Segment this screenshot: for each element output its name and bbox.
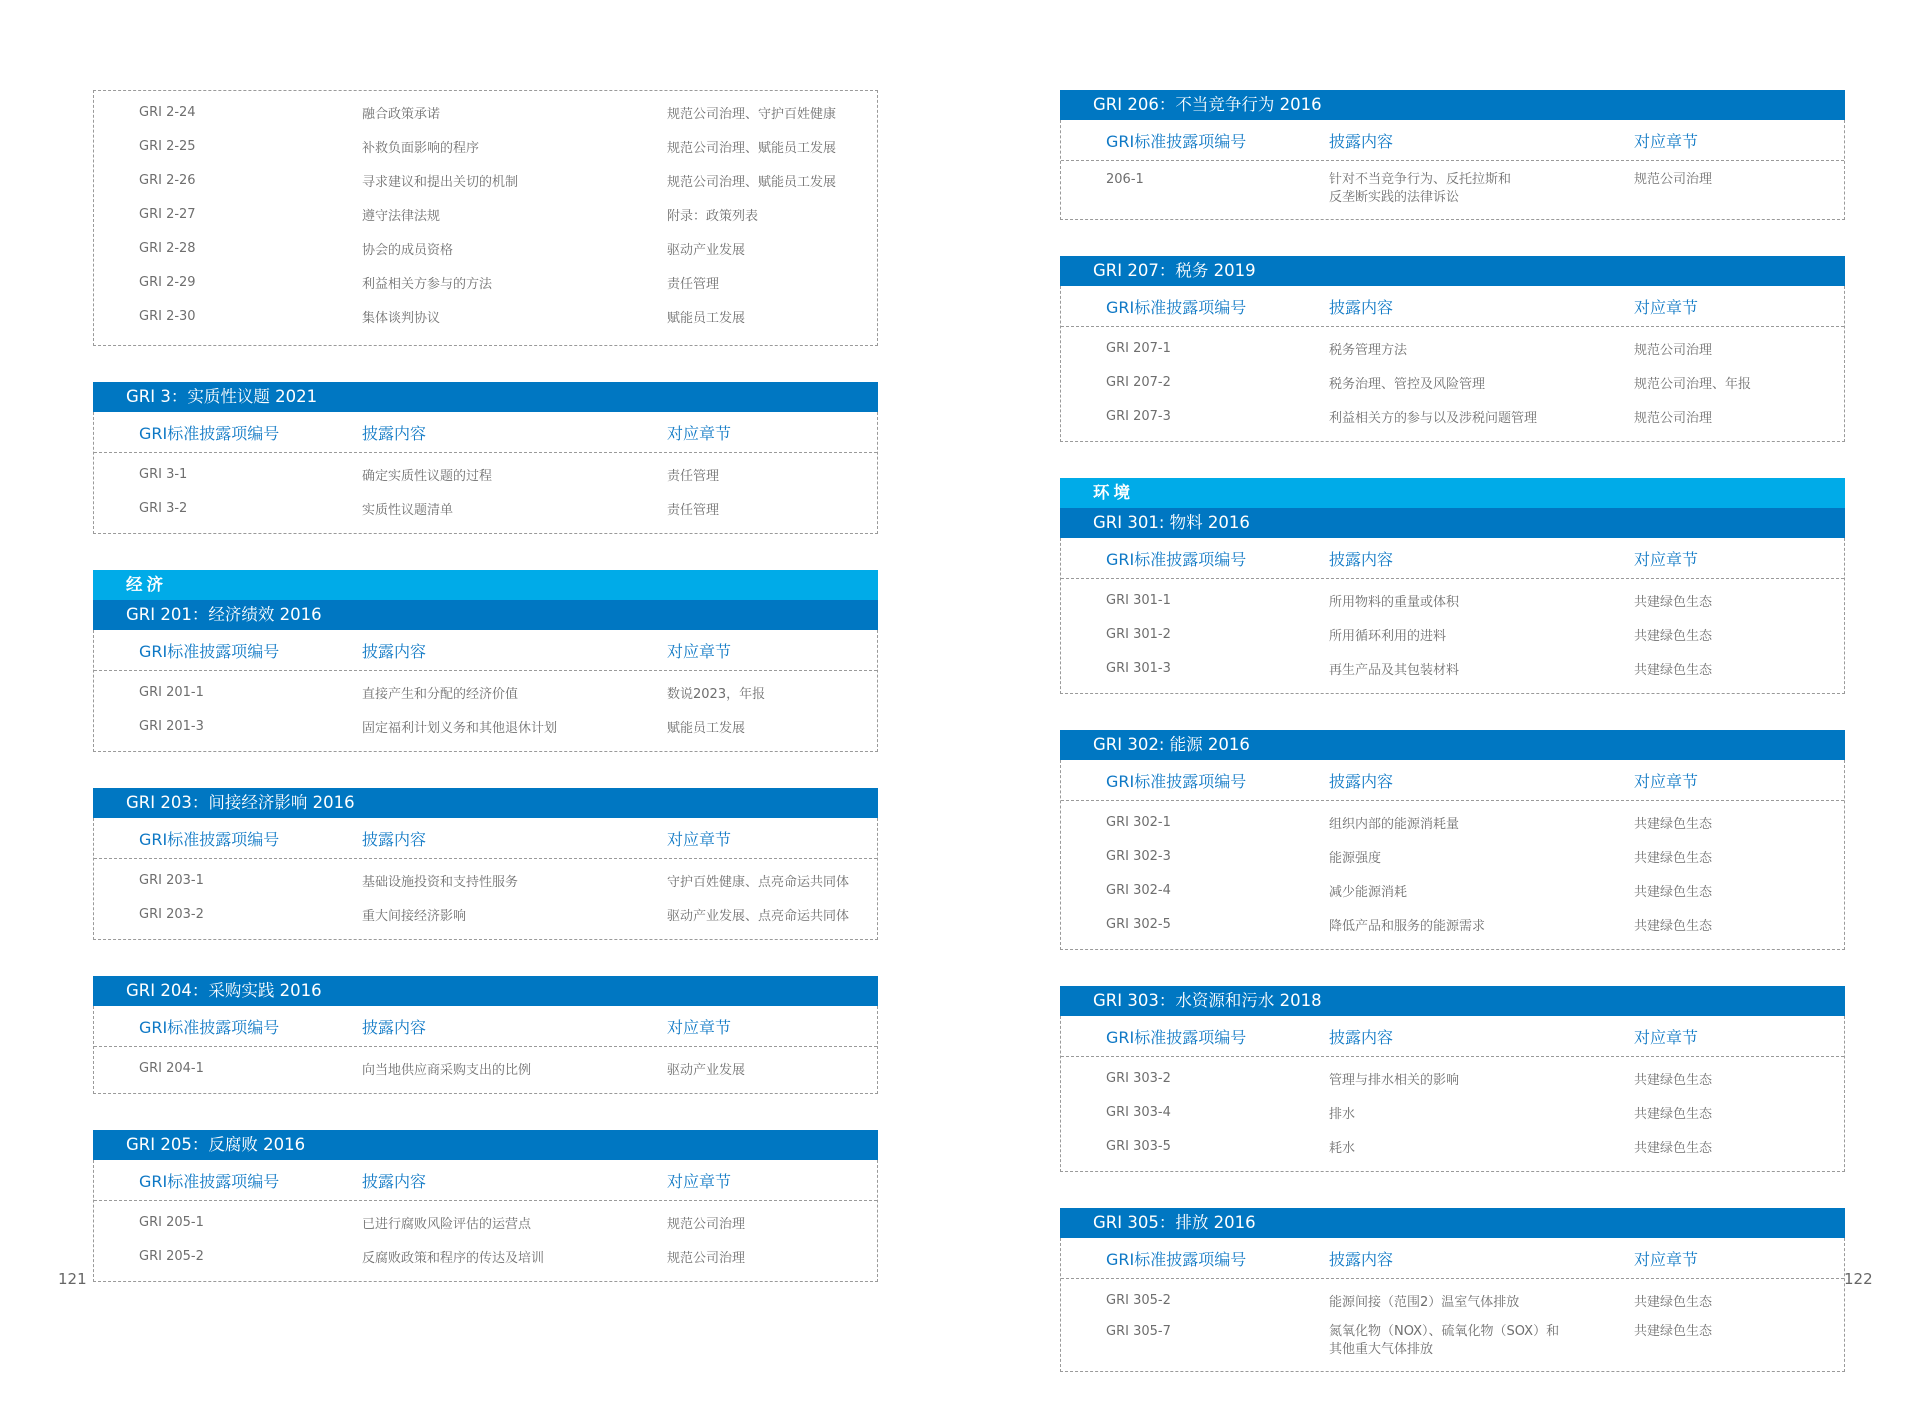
disclosure-content: 重大间接经济影响 [362, 908, 467, 924]
header-content: 披露内容 [1329, 771, 1394, 791]
disclosure-content: 排水 [1329, 1106, 1356, 1122]
disclosure-code: 206-1 [1106, 172, 1144, 187]
table-header [1061, 120, 1844, 161]
report-chapter: 赋能员工发展 [667, 720, 746, 736]
table-row [94, 1239, 877, 1273]
disclosure-content: 管理与排水相关的影响 [1329, 1072, 1460, 1088]
disclosure-content: 所用物料的重量或体积 [1329, 594, 1460, 610]
header-content: 披露内容 [362, 829, 427, 849]
disclosure-content: 协会的成员资格 [362, 242, 454, 258]
gri302-block [1060, 730, 1845, 950]
disclosure-content: 向当地供应商采购支出的比例 [362, 1062, 532, 1078]
header-content: 披露内容 [362, 641, 427, 661]
section-title: GRI 204：采购实践 2016 [93, 976, 878, 1006]
table-row [94, 129, 877, 163]
gri203-block [93, 788, 878, 940]
gri204-table [93, 1006, 878, 1094]
table-row [94, 265, 877, 299]
report-chapter: 共建绿色生态 [1634, 1140, 1713, 1156]
disclosure-code: GRI 207-2 [1106, 374, 1171, 390]
report-chapter: 规范公司治理 [1634, 410, 1713, 426]
section-title: GRI 302: 能源 2016 [1060, 730, 1845, 760]
gri3-table [93, 412, 878, 534]
disclosure-code: GRI 2-29 [139, 274, 196, 290]
table-row [1061, 839, 1844, 873]
report-chapter: 附录：政策列表 [667, 208, 759, 224]
header-code: GRI标准披露项编号 [139, 423, 280, 443]
table-row [1061, 651, 1844, 685]
gri203-table [93, 818, 878, 940]
disclosure-code: GRI 201-1 [139, 684, 204, 700]
header-content: 披露内容 [1329, 297, 1394, 317]
disclosure-code: GRI 2-25 [139, 138, 196, 154]
table-row [94, 299, 877, 333]
table-row [94, 863, 877, 897]
left-column [93, 90, 878, 1318]
disclosure-content: 已进行腐败风险评估的运营点 [362, 1216, 532, 1232]
disclosure-code: GRI 203-1 [139, 872, 204, 888]
gri205-table [93, 1160, 878, 1282]
table-row [94, 457, 877, 491]
report-chapter: 共建绿色生态 [1634, 1294, 1713, 1310]
table-row [1061, 165, 1844, 211]
header-content: 披露内容 [1329, 1249, 1394, 1269]
disclosure-code: GRI 205-1 [139, 1214, 204, 1230]
table-row [1061, 873, 1844, 907]
table-row [94, 197, 877, 231]
header-code: GRI标准披露项编号 [1106, 1027, 1247, 1047]
section-title: GRI 301: 物料 2016 [1060, 508, 1845, 538]
table-row [1061, 365, 1844, 399]
disclosure-content: 补救负面影响的程序 [362, 140, 480, 156]
report-chapter: 责任管理 [667, 468, 720, 484]
gri207-table [1060, 286, 1845, 442]
table-row [1061, 805, 1844, 839]
header-content: 披露内容 [362, 423, 427, 443]
disclosure-code: GRI 303-4 [1106, 1104, 1171, 1120]
header-code: GRI标准披露项编号 [139, 641, 280, 661]
report-chapter: 规范公司治理 [667, 1250, 746, 1266]
gri207-block [1060, 256, 1845, 442]
report-chapter: 赋能员工发展 [667, 310, 746, 326]
header-content: 披露内容 [1329, 549, 1394, 569]
table-row [1061, 1095, 1844, 1129]
disclosure-content: 能源间接（范围2）温室气体排放 [1329, 1294, 1520, 1310]
header-code: GRI标准披露项编号 [139, 829, 280, 849]
disclosure-code: GRI 205-2 [139, 1248, 204, 1264]
disclosure-content: 税务管理方法 [1329, 342, 1408, 358]
header-chapter: 对应章节 [667, 1017, 732, 1037]
report-chapter: 共建绿色生态 [1634, 1324, 1713, 1339]
gri301-block [1060, 478, 1845, 694]
gri205-block [93, 1130, 878, 1282]
table-row [1061, 399, 1844, 433]
report-chapter: 守护百姓健康、点亮命运共同体 [667, 874, 850, 890]
table-row [1061, 1283, 1844, 1317]
table-header [94, 1160, 877, 1201]
report-chapter: 共建绿色生态 [1634, 594, 1713, 610]
disclosure-content: 税务治理、管控及风险管理 [1329, 376, 1486, 392]
header-content: 披露内容 [1329, 1027, 1394, 1047]
disclosure-code: GRI 204-1 [139, 1060, 204, 1076]
disclosure-content: 减少能源消耗 [1329, 884, 1408, 900]
disclosure-code: GRI 2-30 [139, 308, 196, 324]
header-chapter: 对应章节 [667, 423, 732, 443]
disclosure-code: GRI 2-28 [139, 240, 196, 256]
disclosure-code: GRI 3-2 [139, 500, 188, 516]
disclosure-content: 所用循环利用的进料 [1329, 628, 1447, 644]
report-chapter: 共建绿色生态 [1634, 1106, 1713, 1122]
disclosure-content: 耗水 [1329, 1140, 1356, 1156]
disclosure-code: GRI 3-1 [139, 466, 188, 482]
section-title: GRI 201：经济绩效 2016 [93, 600, 878, 630]
disclosure-code: GRI 303-2 [1106, 1070, 1171, 1086]
report-chapter: 共建绿色生态 [1634, 884, 1713, 900]
disclosure-content: 遵守法律法规 [362, 208, 441, 224]
disclosure-code: GRI 305-7 [1106, 1324, 1171, 1339]
header-code: GRI标准披露项编号 [1106, 131, 1247, 151]
header-code: GRI标准披露项编号 [1106, 1249, 1247, 1269]
table-row [94, 95, 877, 129]
disclosure-content: 能源强度 [1329, 850, 1382, 866]
section-title: GRI 203：间接经济影响 2016 [93, 788, 878, 818]
table-row [94, 491, 877, 525]
table-row [1061, 617, 1844, 651]
disclosure-content: 再生产品及其包装材料 [1329, 662, 1460, 678]
table-row [94, 1205, 877, 1239]
report-chapter: 规范公司治理 [1634, 172, 1713, 187]
disclosure-code: GRI 2-26 [139, 172, 196, 188]
gri206-table [1060, 120, 1845, 220]
disclosure-content: 反腐败政策和程序的传达及培训 [362, 1250, 545, 1266]
gri301-table [1060, 538, 1845, 694]
header-code: GRI标准披露项编号 [139, 1171, 280, 1191]
gri2-table [93, 90, 878, 346]
report-chapter: 规范公司治理 [1634, 342, 1713, 358]
disclosure-content: 针对不当竞争行为、反托拉斯和 反垄断实践的法律诉讼 [1329, 172, 1512, 205]
disclosure-code: GRI 203-2 [139, 906, 204, 922]
disclosure-code: GRI 201-3 [139, 718, 204, 734]
table-row [94, 897, 877, 931]
header-code: GRI标准披露项编号 [139, 1017, 280, 1037]
disclosure-code: GRI 207-1 [1106, 340, 1171, 356]
header-content: 披露内容 [362, 1017, 427, 1037]
gri206-block [1060, 90, 1845, 220]
section-title: GRI 207：税务 2019 [1060, 256, 1845, 286]
gri2-continued-block [93, 90, 878, 346]
disclosure-content: 组织内部的能源消耗量 [1329, 816, 1460, 832]
report-chapter: 规范公司治理、赋能员工发展 [667, 140, 837, 156]
report-chapter: 责任管理 [667, 502, 720, 518]
header-code: GRI标准披露项编号 [1106, 771, 1247, 791]
header-content: 披露内容 [362, 1171, 427, 1191]
table-header [1061, 760, 1844, 801]
gri3-block [93, 382, 878, 534]
table-header [94, 630, 877, 671]
table-header [1061, 538, 1844, 579]
header-chapter: 对应章节 [1634, 1027, 1699, 1047]
gri201-block [93, 570, 878, 752]
section-title: GRI 305：排放 2016 [1060, 1208, 1845, 1238]
disclosure-code: GRI 207-3 [1106, 408, 1171, 424]
report-chapter: 规范公司治理、年报 [1634, 376, 1752, 392]
header-code: GRI标准披露项编号 [1106, 549, 1247, 569]
table-row [94, 1051, 877, 1085]
disclosure-code: GRI 2-27 [139, 206, 196, 222]
disclosure-code: GRI 302-3 [1106, 848, 1171, 864]
page-number-left: 121 [58, 1270, 87, 1288]
disclosure-content: 氮氧化物（NOX）、硫氧化物（SOX）和 其他重大气体排放 [1329, 1324, 1560, 1357]
header-code: GRI标准披露项编号 [1106, 297, 1247, 317]
header-chapter: 对应章节 [667, 829, 732, 849]
gri305-table [1060, 1238, 1845, 1372]
disclosure-code: GRI 301-2 [1106, 626, 1171, 642]
disclosure-content: 基础设施投资和支持性服务 [362, 874, 519, 890]
table-row [1061, 1061, 1844, 1095]
gri302-table [1060, 760, 1845, 950]
table-row [94, 675, 877, 709]
disclosure-content: 融合政策承诺 [362, 106, 441, 122]
category-economy: 经济 [93, 570, 878, 600]
report-chapter: 驱动产业发展、点亮命运共同体 [667, 908, 850, 924]
right-column [1060, 90, 1845, 1408]
disclosure-content: 降低产品和服务的能源需求 [1329, 918, 1486, 934]
category-environment: 环境 [1060, 478, 1845, 508]
report-chapter: 数说2023，年报 [667, 686, 766, 702]
gri204-block [93, 976, 878, 1094]
disclosure-code: GRI 302-4 [1106, 882, 1171, 898]
header-chapter: 对应章节 [1634, 1249, 1699, 1269]
section-title: GRI 206：不当竞争行为 2016 [1060, 90, 1845, 120]
disclosure-content: 利益相关方参与的方法 [362, 276, 493, 292]
section-title: GRI 303：水资源和污水 2018 [1060, 986, 1845, 1016]
header-chapter: 对应章节 [1634, 771, 1699, 791]
disclosure-content: 实质性议题清单 [362, 502, 454, 518]
disclosure-code: GRI 303-5 [1106, 1138, 1171, 1154]
table-header [94, 818, 877, 859]
table-header [94, 412, 877, 453]
page-number-right: 122 [1844, 1270, 1873, 1288]
disclosure-code: GRI 302-1 [1106, 814, 1171, 830]
report-chapter: 共建绿色生态 [1634, 628, 1713, 644]
report-chapter: 规范公司治理、赋能员工发展 [667, 174, 837, 190]
section-title: GRI 3：实质性议题 2021 [93, 382, 878, 412]
section-title: GRI 205：反腐败 2016 [93, 1130, 878, 1160]
disclosure-content: 寻求建议和提出关切的机制 [362, 174, 519, 190]
table-header [94, 1006, 877, 1047]
report-chapter: 共建绿色生态 [1634, 1072, 1713, 1088]
disclosure-content: 确定实质性议题的过程 [362, 468, 493, 484]
report-chapter: 驱动产业发展 [667, 1062, 746, 1078]
table-row [1061, 331, 1844, 365]
disclosure-content: 集体谈判协议 [362, 310, 441, 326]
gri303-block [1060, 986, 1845, 1172]
report-chapter: 规范公司治理 [667, 1216, 746, 1232]
report-chapter: 共建绿色生态 [1634, 918, 1713, 934]
table-row [1061, 907, 1844, 941]
report-chapter: 共建绿色生态 [1634, 816, 1713, 832]
gri305-block [1060, 1208, 1845, 1372]
disclosure-code: GRI 2-24 [139, 104, 196, 120]
table-row [94, 163, 877, 197]
disclosure-code: GRI 305-2 [1106, 1292, 1171, 1308]
header-chapter: 对应章节 [667, 1171, 732, 1191]
table-header [1061, 1016, 1844, 1057]
table-row [1061, 583, 1844, 617]
gri201-table [93, 630, 878, 752]
disclosure-content: 利益相关方的参与以及涉税问题管理 [1329, 410, 1538, 426]
disclosure-content: 固定福利计划义务和其他退休计划 [362, 720, 558, 736]
table-header [1061, 1238, 1844, 1279]
disclosure-code: GRI 301-3 [1106, 660, 1171, 676]
table-row [1061, 1129, 1844, 1163]
report-chapter: 驱动产业发展 [667, 242, 746, 258]
disclosure-content: 直接产生和分配的经济价值 [362, 686, 519, 702]
table-row [94, 709, 877, 743]
report-chapter: 共建绿色生态 [1634, 850, 1713, 866]
gri303-table [1060, 1016, 1845, 1172]
header-chapter: 对应章节 [667, 641, 732, 661]
header-chapter: 对应章节 [1634, 131, 1699, 151]
header-chapter: 对应章节 [1634, 297, 1699, 317]
table-row [1061, 1317, 1844, 1363]
report-chapter: 共建绿色生态 [1634, 662, 1713, 678]
header-chapter: 对应章节 [1634, 549, 1699, 569]
disclosure-code: GRI 301-1 [1106, 592, 1171, 608]
disclosure-code: GRI 302-5 [1106, 916, 1171, 932]
header-content: 披露内容 [1329, 131, 1394, 151]
report-chapter: 规范公司治理、守护百姓健康 [667, 106, 837, 122]
table-header [1061, 286, 1844, 327]
report-chapter: 责任管理 [667, 276, 720, 292]
table-row [94, 231, 877, 265]
